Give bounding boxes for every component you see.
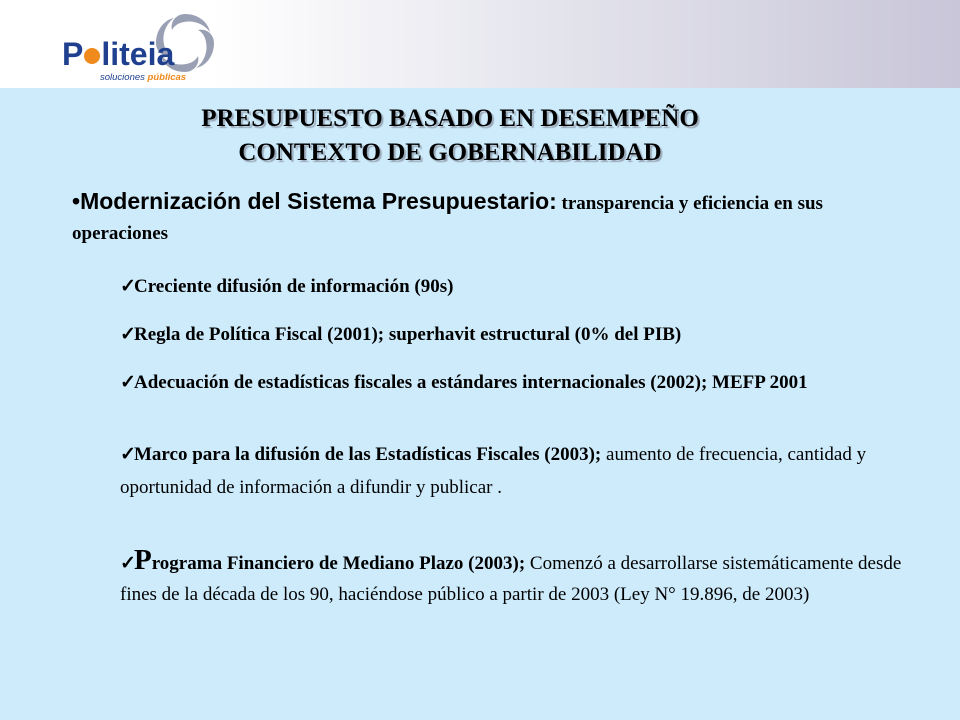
- main-bullet: [72, 186, 902, 249]
- list-item: [120, 368, 910, 398]
- checkmark-icon: ✓: [120, 324, 136, 345]
- title-line-1: PRESUPUESTO BASADO EN DESEMPEÑO: [201, 105, 699, 132]
- title-line-2: CONTEXTO DE GOBERNABILIDAD: [238, 139, 662, 166]
- item-bold-text: Creciente difusión de información (90s): [134, 276, 454, 297]
- checkmark-icon: ✓: [120, 553, 136, 574]
- tagline-soluciones: soluciones: [100, 72, 148, 83]
- bullet-marker: •: [72, 188, 81, 214]
- item-bold-text: Adecuación de estadísticas fiscales a estándares internacionales (2002); MEFP 2001: [134, 372, 808, 393]
- item-text: Comenzó a desarrollarse sistemáticamente desde fines de la década de los 90, haciéndose público a partir de 2003 (Ley N° 19.896, de 2003): [120, 553, 902, 605]
- logo-letters-liteia: liteia: [101, 36, 175, 72]
- item-big-initial: P: [134, 544, 152, 576]
- checkmark-icon: ✓: [120, 276, 136, 297]
- list-item: [120, 438, 910, 504]
- bullet-rest: transparencia y eficiencia en sus operaciones: [72, 193, 823, 244]
- item-text: aumento de frecuencia, cantidad y oportunidad de información a difundir y publicar .: [120, 444, 867, 498]
- checkmark-icon: ✓: [120, 372, 136, 393]
- item-bold-text: Marco para la difusión de las Estadísticas Fiscales (2003);: [134, 444, 602, 465]
- logo-wordmark: [62, 36, 174, 73]
- slide-title: [0, 102, 900, 170]
- header-band: [0, 0, 960, 88]
- item-bold-text: rograma Financiero de Mediano Plazo (2003);: [151, 553, 526, 574]
- list-item: [120, 320, 910, 350]
- logo-letter-p: P: [62, 36, 84, 72]
- list-item: [120, 272, 910, 302]
- logo-tagline: [100, 72, 186, 83]
- item-bold-text: Regla de Política Fiscal (2001); superhavit estructural (0% del PIB): [134, 324, 682, 345]
- logo-orange-dot: [84, 48, 100, 64]
- politeia-logo: [62, 8, 222, 82]
- bullet-lead: Modernización del Sistema Presupuestario:: [80, 188, 557, 214]
- checkmark-icon: ✓: [120, 444, 136, 465]
- tagline-publicas: públicas: [147, 72, 187, 83]
- list-item: [120, 545, 910, 610]
